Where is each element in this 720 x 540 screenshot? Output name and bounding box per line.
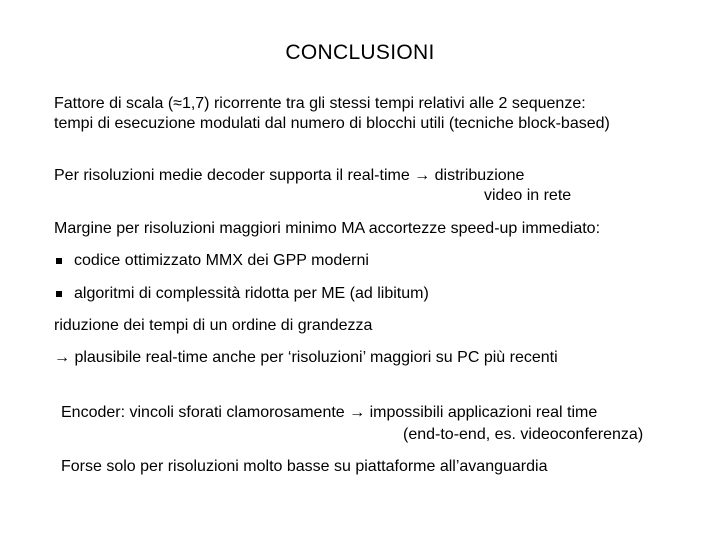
paragraph-margin: Margine per risoluzioni maggiori minimo MA accortezze speed-up immediato: [54,220,601,237]
paragraph-scale-factor-line2: tempi di esecuzione modulati dal numero di blocchi utili (tecniche block-based) [54,115,610,132]
paragraph-real-time-line2: video in rete [484,187,572,204]
paragraph-reduction: riduzione dei tempi di un ordine di grandezza [54,317,373,334]
paragraph-encoder-line1: Encoder: vincoli sforati clamorosamente → impossibili applicazioni real time [61,404,598,421]
bullet-square-icon [56,258,62,264]
paragraph-plausible: → plausibile real-time anche per ‘risoluzioni’ maggiori su PC più recenti [54,349,558,366]
paragraph-real-time-line1: Per risoluzioni medie decoder supporta il real-time → distribuzione [54,167,525,184]
paragraph-low-resolutions: Forse solo per risoluzioni molto basse su piattaforme all’avanguardia [61,458,548,475]
slide-title: CONCLUSIONI [285,41,435,64]
bullet-item-algorithms: algoritmi di complessità ridotta per ME (ad libitum) [74,285,429,302]
paragraph-encoder-line2: (end-to-end, es. videoconferenza) [403,426,644,443]
bullet-item-mmx: codice ottimizzato MMX dei GPP moderni [74,252,369,269]
bullet-square-icon [56,291,62,297]
paragraph-scale-factor-line1: Fattore di scala (≈1,7) ricorrente tra gli stessi tempi relativi alle 2 sequenze: [54,95,586,112]
